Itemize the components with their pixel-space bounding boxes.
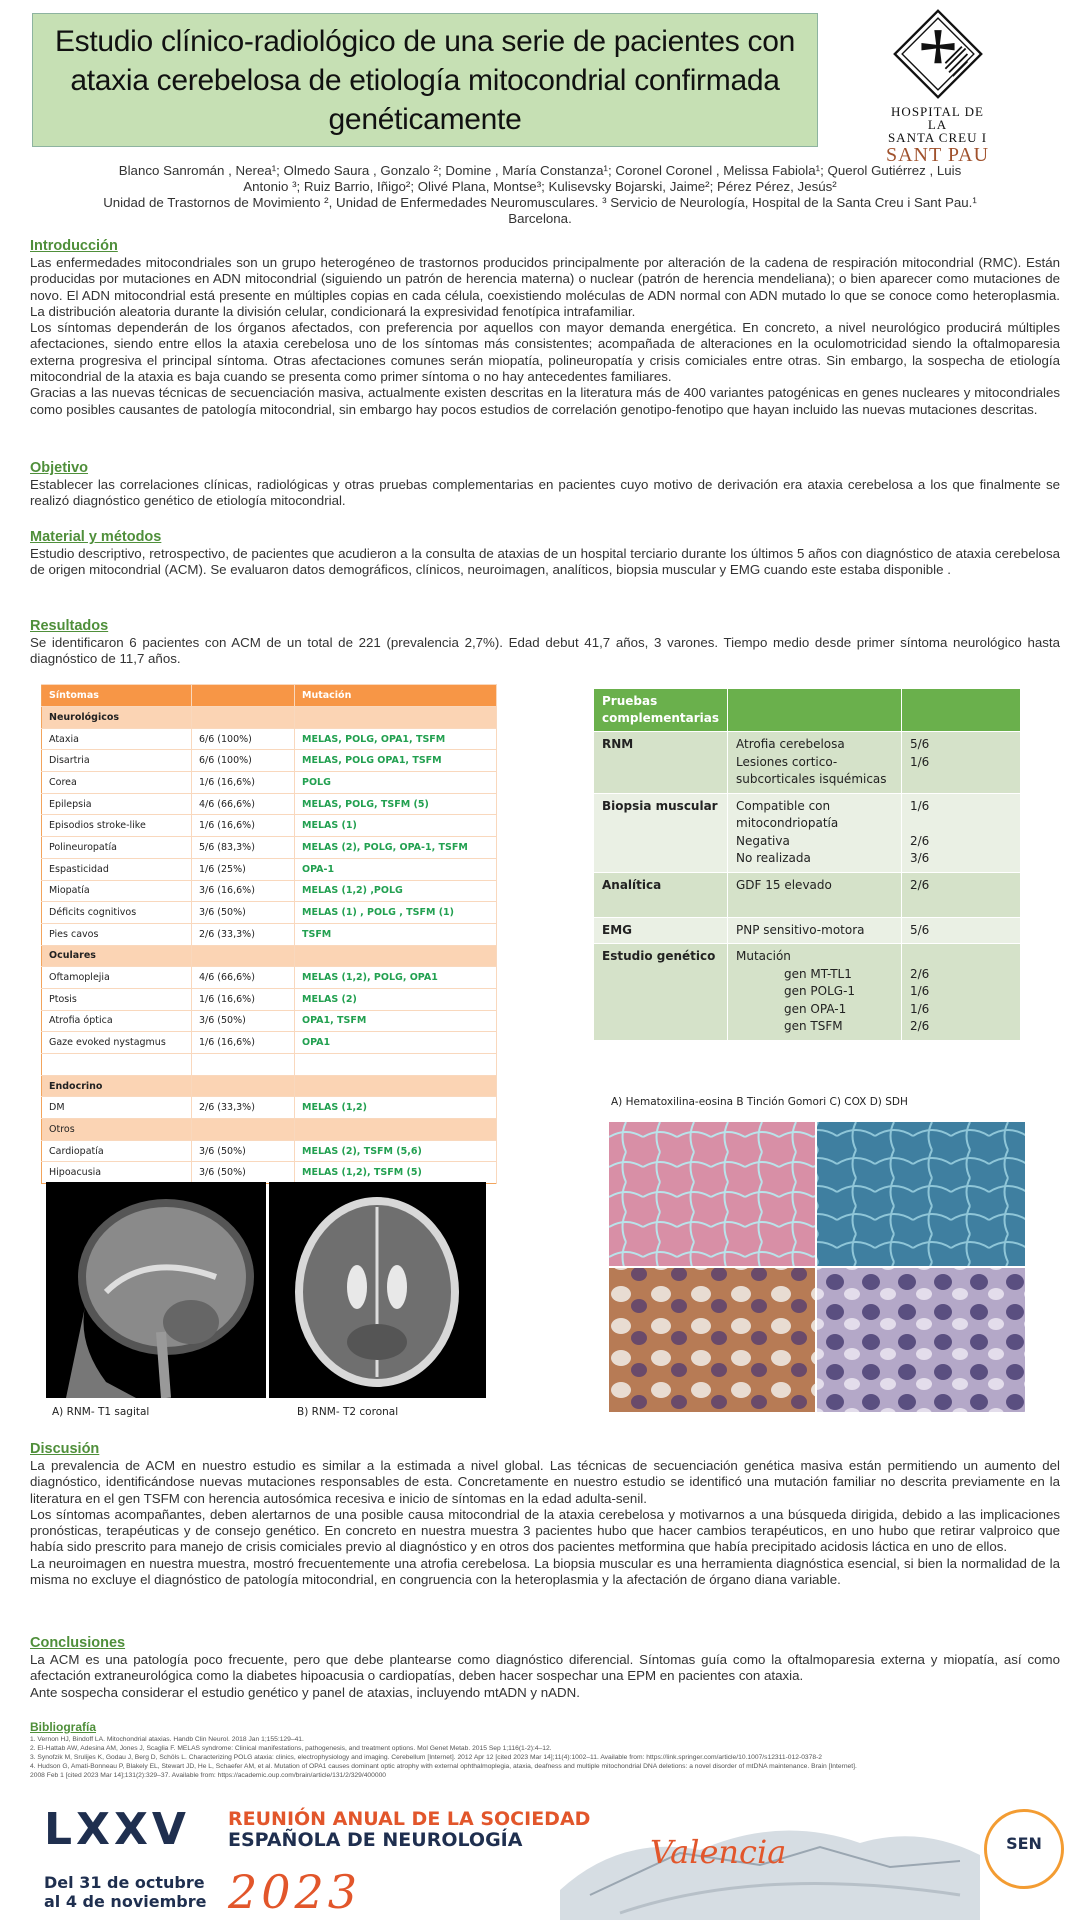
histology-panel bbox=[609, 1122, 1025, 1412]
test-name: Analítica bbox=[594, 872, 728, 917]
symptom-cell: Ataxia bbox=[42, 728, 192, 750]
category-label: Oculares bbox=[42, 945, 192, 967]
paragraph: Los síntomas acompañantes, deben alertarnos de una posible causa mitocondrial de la ataxia cerebelosa y motivarnos a una búsqueda dirigida, debido a las implicaciones pronósticas, terapéuticas y de consejo genético. En concreto en nuestra muestra 3 pacientes hubo que hacer cambios terapéuticos, en uno hubo que retirar valproico que había sido prescrito para manejo de crisis comiciales previo al diagnóstico y en otros dos pacientes metformina que había precipitado acidosis láctica en uno de ellos. bbox=[30, 1506, 1060, 1555]
affiliations-line: Barcelona. bbox=[508, 211, 572, 226]
congress-year: 2023 bbox=[228, 1865, 362, 1919]
logo-line-1: HOSPITAL DE LA bbox=[891, 104, 984, 132]
table-row bbox=[42, 1140, 497, 1162]
symptom-cell: Atrofia óptica bbox=[42, 1010, 192, 1032]
paragraph: Estudio descriptivo, retrospectivo, de pacientes que acudieron a la consulta de ataxias de un hospital terciario durante los últimos 5 años con diagnóstico de ataxia cerebelosa de origen mitocondrial (ACM). Se evaluaron datos demográficos, clínicos, neuroimagen, analíticos, biopsia muscular y EMG cuando este estaba disponible . bbox=[30, 546, 1060, 578]
symptom-cell: Déficits cognitivos bbox=[42, 902, 192, 924]
category-row bbox=[42, 945, 497, 967]
table-row bbox=[42, 1032, 497, 1054]
frequency-cell: 1/6 (25%) bbox=[192, 858, 295, 880]
table-row bbox=[42, 750, 497, 772]
frequency-cell: 3/6 (50%) bbox=[192, 902, 295, 924]
table-row bbox=[42, 815, 497, 837]
logo-line-3: SANT PAU bbox=[885, 144, 990, 166]
mri-caption-a: A) RNM- T1 sagital bbox=[52, 1406, 150, 1418]
frequency-cell: 1/6 (16,6%) bbox=[192, 988, 295, 1010]
mutation-cell: OPA1 bbox=[295, 1032, 497, 1054]
section-introduccion bbox=[30, 237, 1060, 418]
section-resultados bbox=[30, 617, 1060, 668]
table-row bbox=[594, 944, 1021, 1041]
frequency-cell: 2/6 (33,3%) bbox=[192, 923, 295, 945]
congress-line-1: REUNIÓN ANUAL DE LA SOCIEDAD bbox=[228, 1808, 591, 1830]
hospital-logo bbox=[880, 8, 995, 166]
table-row bbox=[42, 967, 497, 989]
tests-table bbox=[593, 688, 1021, 1041]
category-label: Otros bbox=[42, 1119, 192, 1141]
mutation-cell: MELAS (1,2), TSFM (5) bbox=[295, 1162, 497, 1184]
reference: 2. El-Hattab AW, Adesina AM, Jones J, Scaglia F. MELAS syndrome: Clinical manifestations, pathogenesis, and treatment options. Mol Genet Metab. 2015 Sep 1;116(1-2):4–12. bbox=[30, 1745, 552, 1752]
table-row bbox=[42, 902, 497, 924]
frequency-cell: 2/6 (33,3%) bbox=[192, 1097, 295, 1119]
logo-line-2: SANTA CREU I bbox=[887, 130, 988, 145]
symptom-cell: Ptosis bbox=[42, 988, 192, 1010]
paragraph: La prevalencia de ACM en nuestro estudio es similar a la estimada a nivel global. Las técnicas de secuenciación genética masiva están permitiendo un aumento del diagnóstico, identificándose nuevas mutaciones responsables de esta. Concretamente en nuestro estudio se identificó una mutación familiar no descrita previamente en la literatura en el gen TSFM con herencia autosómica recesiva e inicio de síntomas en la edad adulta-senil. bbox=[30, 1458, 1060, 1506]
reference: 1. Vernon HJ, Bindoff LA. Mitochondrial ataxias. Handb Clin Neurol. 2018 Jan 1;155:129–41. bbox=[30, 1736, 304, 1743]
symptom-cell: Gaze evoked nystagmus bbox=[42, 1032, 192, 1054]
mutation-cell: POLG bbox=[295, 772, 497, 794]
category-row bbox=[42, 1075, 497, 1097]
authors-block bbox=[40, 163, 1040, 227]
spacer-row bbox=[42, 1054, 497, 1076]
reference: 4. Hudson G, Amati-Bonneau P, Blakely EL, Stewart JD, He L, Schaefer AM, et al. Mutation of OPA1 causes dominant optic atrophy with external ophthalmoplegia, ataxia, deafness and multiple mitochondrial DNA deletions: a novel disorder of mtDNA maintenance. Brain [Internet]. bbox=[30, 1763, 857, 1770]
paragraph: La neuroimagen en nuestra muestra, mostró frecuentemente una atrofia cerebelosa. La biopsia muscular es una herramienta diagnóstica esencial, si bien la normalidad de la misma no excluye el diagnóstico de patología mitocondrial, en congruencia con la heteroplasmia y la afectación de órgano diana variable. bbox=[30, 1555, 1060, 1588]
table-row bbox=[594, 872, 1021, 917]
table-row bbox=[42, 1097, 497, 1119]
section-heading: Resultados bbox=[30, 618, 109, 634]
section-material bbox=[30, 528, 1060, 579]
test-finding: Compatible con mitocondriopatía bbox=[736, 798, 839, 830]
gene-name: gen POLG-1 bbox=[784, 984, 856, 998]
header-tests: Pruebas complementarias bbox=[594, 689, 728, 732]
sen-logo-text: SEN bbox=[1006, 1834, 1042, 1853]
symptom-cell: Pies cavos bbox=[42, 923, 192, 945]
symptom-cell: Polineuropatía bbox=[42, 837, 192, 859]
table-header-row bbox=[594, 689, 1021, 732]
frequency-cell: 4/6 (66,6%) bbox=[192, 967, 295, 989]
test-finding: GDF 15 elevado bbox=[728, 872, 902, 917]
mri-caption-b: B) RNM- T2 coronal bbox=[297, 1406, 399, 1418]
section-heading: Conclusiones bbox=[30, 1635, 126, 1651]
gene-name: gen OPA-1 bbox=[784, 1001, 847, 1016]
symptom-cell: Espasticidad bbox=[42, 858, 192, 880]
frequency-cell: 6/6 (100%) bbox=[192, 728, 295, 750]
frequency-cell: 1/6 (16,6%) bbox=[192, 772, 295, 794]
sant-pau-emblem-icon bbox=[892, 8, 984, 100]
mri-sagittal-figure bbox=[46, 1182, 266, 1398]
mri-coronal-figure bbox=[269, 1182, 486, 1398]
symptom-cell: Oftamoplejia bbox=[42, 967, 192, 989]
symptom-cell: Cardiopatía bbox=[42, 1140, 192, 1162]
header-symptoms: Síntomas bbox=[42, 685, 192, 707]
frequency-cell: 6/6 (100%) bbox=[192, 750, 295, 772]
congress-roman-number: LXXV bbox=[44, 1804, 190, 1855]
frequency-cell: 3/6 (50%) bbox=[192, 1010, 295, 1032]
authors-line: Antonio ³; Ruiz Barrio, Iñigo²; Olivé Plana, Montse³; Kulisevsky Bojarski, Jaime²; Pérez Pérez, Jesús² bbox=[243, 179, 837, 194]
symptom-cell: Hipoacusia bbox=[42, 1162, 192, 1184]
section-heading: Material y métodos bbox=[30, 529, 162, 545]
table-row bbox=[42, 772, 497, 794]
symptom-cell: Episodios stroke-like bbox=[42, 815, 192, 837]
mutation-cell: MELAS (1,2) bbox=[295, 1097, 497, 1119]
header-mutation: Mutación bbox=[295, 685, 497, 707]
congress-line-2: ESPAÑOLA DE NEUROLOGÍA bbox=[228, 1829, 523, 1851]
test-name: Biopsia muscular bbox=[594, 793, 728, 872]
histology-image bbox=[609, 1122, 1025, 1412]
paragraph: Ante sospecha considerar el estudio genético y panel de ataxias, incluyendo mtADN y nADN. bbox=[30, 1684, 580, 1700]
test-finding: Negativa bbox=[736, 833, 790, 848]
test-count: 5/6 bbox=[910, 737, 930, 751]
section-objetivo bbox=[30, 459, 1060, 510]
mutation-cell: MELAS (1,2) ,POLG bbox=[295, 880, 497, 902]
paragraph: Se identificaron 6 pacientes con ACM de un total de 221 (prevalencia 2,7%). Edad debut 41,7 años, 3 varones. Tiempo medio desde primer síntoma neurológico hasta diagnóstico de 11,7 años. bbox=[30, 635, 1060, 667]
section-heading: Introducción bbox=[30, 238, 118, 254]
congress-footer bbox=[0, 1795, 1081, 1920]
mutation-cell: OPA-1 bbox=[295, 858, 497, 880]
congress-dates bbox=[44, 1873, 206, 1911]
mri-sagittal-image bbox=[46, 1182, 266, 1398]
mutation-cell: TSFM bbox=[295, 923, 497, 945]
table-row bbox=[594, 793, 1021, 872]
paragraph: Establecer las correlaciones clínicas, radiológicas y otras pruebas complementarias en pacientes cuyo motivo de derivación era ataxia cerebelosa a los que finalmente se realizó diagnóstico genético de etiología mitocondrial. bbox=[30, 477, 1060, 509]
date-line-1: Del 31 de octubre bbox=[44, 1873, 205, 1892]
test-count: 1/6 bbox=[910, 1001, 930, 1016]
mutation-cell: OPA1, TSFM bbox=[295, 1010, 497, 1032]
table-header-row bbox=[42, 685, 497, 707]
section-bibliografia bbox=[30, 1720, 1060, 1780]
test-count: 2/6 bbox=[902, 872, 1021, 917]
test-finding: PNP sensitivo-motora bbox=[728, 917, 902, 944]
test-finding: Atrofia cerebelosa bbox=[736, 737, 845, 751]
frequency-cell: 3/6 (50%) bbox=[192, 1140, 295, 1162]
congress-city: Valencia bbox=[650, 1833, 787, 1871]
mutation-cell: MELAS, POLG, TSFM (5) bbox=[295, 793, 497, 815]
test-finding: Lesiones cortico-subcorticales isquémicas bbox=[736, 754, 887, 786]
date-line-2: al 4 de noviembre bbox=[44, 1892, 207, 1911]
mutation-cell: MELAS (2), TSFM (5,6) bbox=[295, 1140, 497, 1162]
table-row bbox=[42, 923, 497, 945]
mutation-cell: MELAS, POLG OPA1, TSFM bbox=[295, 750, 497, 772]
mri-coronal-image bbox=[269, 1182, 486, 1398]
paragraph: Gracias a las nuevas técnicas de secuenciación masiva, actualmente existen descritas en la literatura más de 400 variantes patogénicas en genes nucleares y mitocondriales como posibles causantes de patología mitocondrial, sin embargo hay pocos estudios de correlación genotipo-fenotipo que hayan incluido las nuevas mutaciones descritas. bbox=[30, 385, 1060, 417]
symptom-cell: Disartria bbox=[42, 750, 192, 772]
symptoms-table bbox=[41, 684, 497, 1184]
section-discusion bbox=[30, 1440, 1060, 1588]
table-row bbox=[42, 880, 497, 902]
histology-caption: A) Hematoxilina-eosina B Tinción Gomori C) COX D) SDH bbox=[611, 1096, 908, 1108]
paragraph: La ACM es una patología poco frecuente, pero que debe plantearse como diagnóstico diferencial. Síntomas guía como la oftalmoparesia externa y miopatía, así como afectación extraneurológica como la diabetes hipoacusia o cardiopatías, deben hacer sospechar una EPM en pacientes con ataxia. bbox=[30, 1652, 1060, 1684]
test-count: 5/6 bbox=[902, 917, 1021, 944]
paragraph: Los síntomas dependerán de los órganos afectados, con preferencia por aquellos con mayor demanda energética. En concreto, a nivel neurológico producirá múltiples afectaciones, siendo entre ellos la ataxia cerebelosa uno de los síntomas más consistentes; acompañada de alteraciones en la oculomotricidad siendo la oftalmoparesia externa progresiva el principal síntoma. Otras afectaciones comunes serán miopatía, polineuropatía y crisis comiciales entre otras. Sin embargo, la sospecha de etiología mitocondrial de la ataxia es baja cuando se presenta como primer síntoma o no hay antecedentes familiares. bbox=[30, 320, 1060, 385]
table-row bbox=[594, 732, 1021, 794]
frequency-cell: 4/6 (66,6%) bbox=[192, 793, 295, 815]
category-label: Neurológicos bbox=[42, 707, 192, 729]
poster-title: Estudio clínico-radiológico de una serie de pacientes con ataxia cerebelosa de etiología mitocondrial confirmada genéticamente bbox=[54, 24, 796, 136]
category-label: Endocrino bbox=[42, 1075, 192, 1097]
table-row bbox=[42, 1010, 497, 1032]
symptom-cell: Corea bbox=[42, 772, 192, 794]
test-count: 1/6 bbox=[910, 798, 930, 813]
table-row bbox=[42, 1162, 497, 1184]
category-row bbox=[42, 707, 497, 729]
mutation-cell: MELAS (2) bbox=[295, 988, 497, 1010]
test-count: 2/6 bbox=[910, 966, 930, 981]
mutation-cell: MELAS (1) , POLG , TSFM (1) bbox=[295, 902, 497, 924]
section-heading: Discusión bbox=[30, 1441, 100, 1457]
test-count: 3/6 bbox=[910, 851, 930, 865]
mutation-cell: MELAS (1) bbox=[295, 815, 497, 837]
symptom-cell: DM bbox=[42, 1097, 192, 1119]
table-row bbox=[42, 793, 497, 815]
test-count: 2/6 bbox=[910, 1019, 930, 1033]
symptom-cell: Miopatía bbox=[42, 880, 192, 902]
test-count: 2/6 bbox=[910, 833, 930, 848]
test-finding: Mutación bbox=[736, 949, 791, 963]
congress-name bbox=[228, 1809, 590, 1851]
gene-name: gen TSFM bbox=[784, 1019, 843, 1033]
test-count: 1/6 bbox=[910, 984, 930, 998]
paragraph: Las enfermedades mitocondriales son un grupo heterogéneo de trastornos producidos principalmente por alteración de la cadena de respiración mitocondrial (RMC). Están producidas por mutaciones en ADN mitocondrial (siguiendo un patrón de herencia materna) o nuclear (patrón de herencia mendeliana); o bien aparecer como mutaciones de novo. El ADN mitocondrial está presente en múltiples copias en cada célula, coexistiendo moléculas de ADN normal con ADN mutado lo que se conoce como heteroplasmia. La distribución aleatoria durante la división celular, condicionará la expresividad fenotípica intrafamiliar. bbox=[30, 255, 1060, 319]
mutation-cell: MELAS (2), POLG, OPA-1, TSFM bbox=[295, 837, 497, 859]
test-name: EMG bbox=[594, 917, 728, 944]
affiliations-line: Unidad de Trastornos de Movimiento ², Unidad de Enfermedades Neuromusculares. ³ Servicio de Neurología, Hospital de la Santa Creu i Sant Pau.¹ bbox=[103, 195, 977, 210]
poster-title-box bbox=[32, 13, 818, 147]
test-name: RNM bbox=[594, 732, 728, 794]
table-row bbox=[42, 858, 497, 880]
table-row bbox=[42, 728, 497, 750]
frequency-cell: 3/6 (50%) bbox=[192, 1162, 295, 1184]
sen-logo bbox=[984, 1809, 1064, 1889]
section-heading: Bibliografía bbox=[30, 1720, 97, 1734]
frequency-cell: 1/6 (16,6%) bbox=[192, 815, 295, 837]
frequency-cell: 1/6 (16,6%) bbox=[192, 1032, 295, 1054]
table-row bbox=[42, 988, 497, 1010]
test-finding: No realizada bbox=[736, 851, 811, 865]
table-row bbox=[594, 917, 1021, 944]
section-conclusiones bbox=[30, 1634, 1060, 1701]
reference: 3. Synofzik M, Srulijes K, Godau J, Berg D, Schöls L. Characterizing POLG ataxia: clinics, electrophysiology and imaging. Cerebellum [Internet]. 2012 Apr 12 [cited 2023 Mar 14];11(4):1002–11. Available from: https://link.springer.com/article/10.1007/s12311-012-0378-2 bbox=[30, 1754, 823, 1761]
frequency-cell: 3/6 (16,6%) bbox=[192, 880, 295, 902]
symptom-cell: Epilepsia bbox=[42, 793, 192, 815]
test-name: Estudio genético bbox=[594, 944, 728, 1041]
category-row bbox=[42, 1119, 497, 1141]
section-heading: Objetivo bbox=[30, 460, 89, 476]
test-count: 1/6 bbox=[910, 754, 930, 769]
reference: 2008 Feb 1 [cited 2023 Mar 14];131(2):329–37. Available from: https://academic.oup.com/brain/article/131/2/329/400000 bbox=[30, 1772, 387, 1779]
frequency-cell: 5/6 (83,3%) bbox=[192, 837, 295, 859]
table-row bbox=[42, 837, 497, 859]
authors-line: Blanco Sanromán , Nerea¹; Olmedo Saura , Gonzalo ²; Domine , María Constanza¹; Coronel Coronel , Melissa Fabiola¹; Querol Gutiérrez , Luis bbox=[118, 163, 962, 178]
mutation-cell: MELAS (1,2), POLG, OPA1 bbox=[295, 967, 497, 989]
mutation-cell: MELAS, POLG, OPA1, TSFM bbox=[295, 728, 497, 750]
gene-name: gen MT-TL1 bbox=[784, 966, 852, 981]
